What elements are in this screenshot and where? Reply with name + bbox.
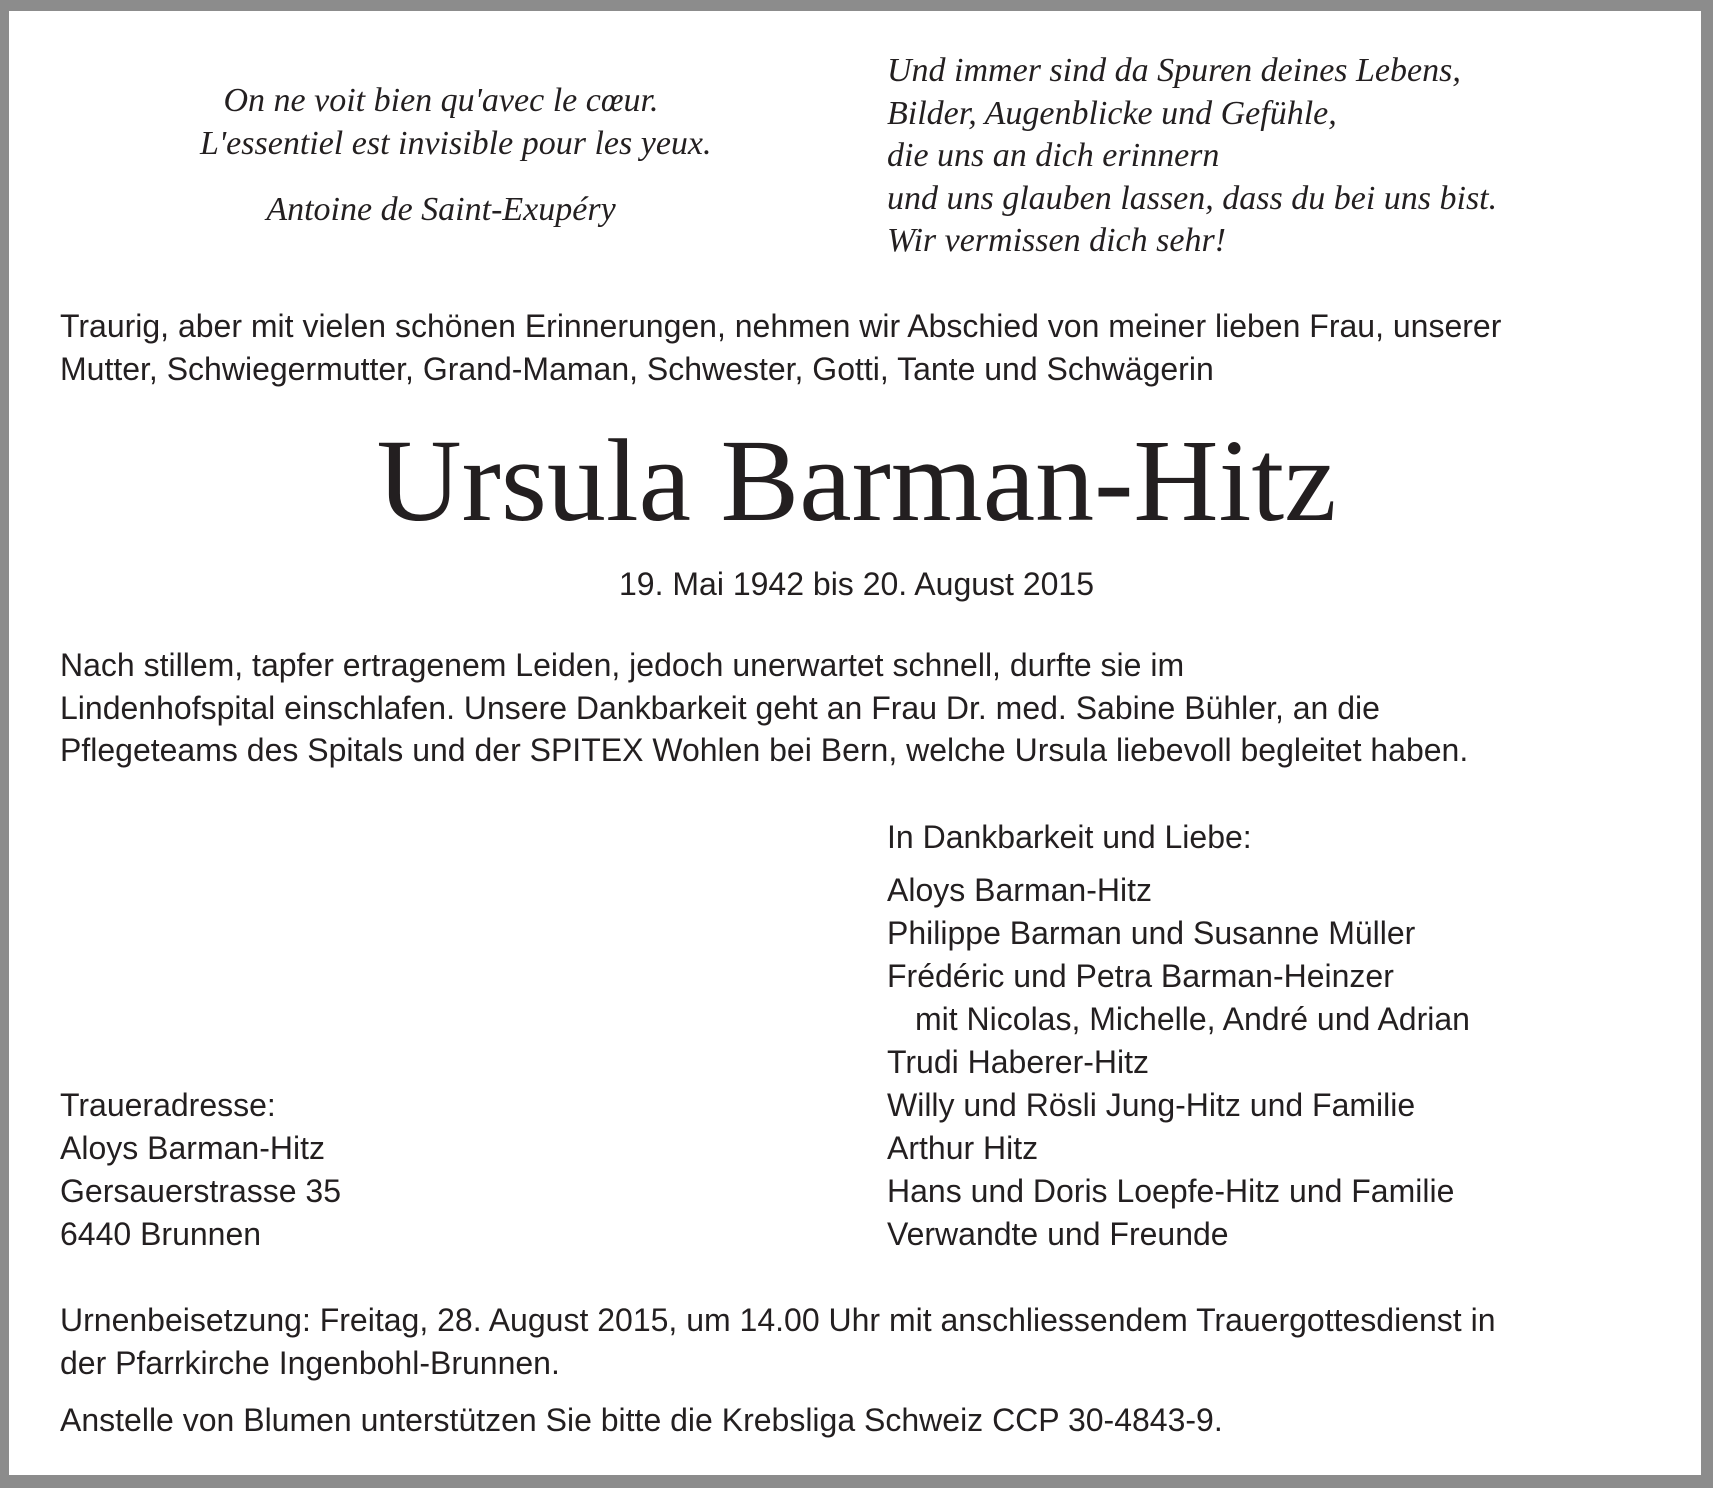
intro-line: Mutter, Schwiegermutter, Grand-Maman, Schwester, Gotti, Tante und Schwägerin — [60, 350, 1214, 387]
quote-right — [887, 50, 1497, 263]
quote-author — [200, 189, 682, 232]
quote-right-line: die uns an dich erinnern — [887, 137, 1220, 175]
mourner-name: Frédéric und Petra Barman-Heinzer — [887, 958, 1394, 994]
message-line: Pflegeteams des Spitals und der SPITEX Wohlen bei Bern, welche Ursula liebevoll begleitet haben. — [60, 732, 1469, 769]
address-heading: Traueradresse: — [60, 1087, 276, 1123]
quote-right-line: Und immer sind da Spuren deines Lebens, — [887, 52, 1461, 89]
quote-author-name: Antoine de Saint-Exupéry — [266, 191, 616, 228]
mourner-name: Verwandte und Freunde — [887, 1216, 1229, 1252]
mourners-heading-text: In Dankbarkeit und Liebe: — [887, 819, 1252, 855]
mourners-heading — [887, 816, 1252, 859]
address-line: Gersauerstrasse 35 — [60, 1173, 342, 1209]
address-line: Aloys Barman-Hitz — [60, 1130, 325, 1166]
message-line: Nach stillem, tapfer ertragenem Leiden, jedoch unerwartet schnell, durfte sie im — [60, 647, 1185, 683]
donation-text: Anstelle von Blumen unterstützen Sie bitte die Krebsliga Schweiz CCP 30-4843-9. — [60, 1402, 1223, 1438]
quote-left-line: On ne voit bien qu'avec le cœur. — [223, 82, 659, 119]
message-line: Lindenhofspital einschlafen. Unsere Dankbarkeit geht an Frau Dr. med. Sabine Bühler, an die — [60, 689, 1380, 726]
quote-right-line: Bilder, Augenblicke und Gefühle, — [887, 94, 1337, 132]
quote-left-line: L'essentiel est invisible pour les yeux. — [200, 124, 712, 162]
mourner-name: Hans und Doris Loepfe-Hitz und Familie — [887, 1173, 1455, 1209]
life-dates-text: 19. Mai 1942 bis 20. August 2015 — [618, 566, 1094, 602]
donation-note — [60, 1399, 1223, 1442]
quote-right-line: Wir vermissen dich sehr! — [887, 222, 1227, 260]
message-text — [60, 644, 1468, 772]
quote-left — [200, 80, 712, 165]
mourner-name: Trudi Haberer-Hitz — [887, 1044, 1149, 1080]
ceremony-line: Urnenbeisetzung: Freitag, 28. August 2015, um 14.00 Uhr mit anschliessendem Trauergottesdienst in — [60, 1302, 1496, 1338]
intro-line: Traurig, aber mit vielen schönen Erinnerungen, nehmen wir Abschied von meiner lieben Frau, unserer — [60, 308, 1502, 344]
address-line: 6440 Brunnen — [60, 1216, 262, 1252]
mourner-name: Aloys Barman-Hitz — [887, 872, 1152, 908]
deceased-name: Ursula Barman-Hitz — [376, 415, 1337, 546]
mourning-address — [60, 1084, 341, 1256]
life-dates — [0, 563, 1713, 606]
intro-text — [60, 305, 1501, 390]
mourner-name: mit Nicolas, Michelle, André und Adrian — [915, 1001, 1470, 1037]
quote-right-line: und uns glauben lassen, dass du bei uns bist. — [887, 179, 1498, 217]
mourners-list — [887, 869, 1470, 1256]
ceremony-text — [60, 1299, 1495, 1384]
ceremony-line: der Pfarrkirche Ingenbohl-Brunnen. — [60, 1344, 560, 1381]
mourner-name: Willy und Rösli Jung-Hitz und Familie — [887, 1087, 1416, 1123]
mourner-name: Philippe Barman und Susanne Müller — [887, 915, 1416, 951]
mourner-name: Arthur Hitz — [887, 1130, 1039, 1166]
